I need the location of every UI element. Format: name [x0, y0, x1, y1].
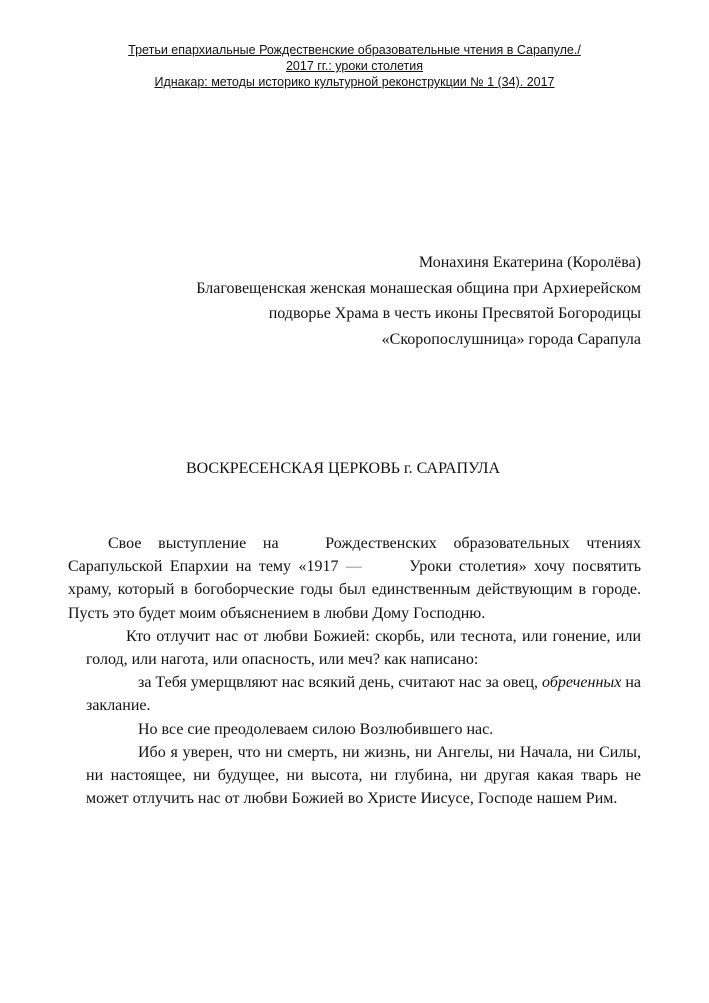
scripture-quote [68, 625, 641, 811]
article-title: ВОСКРЕСЕНСКАЯ ЦЕРКОВЬ г. САРАПУЛА [186, 460, 500, 477]
author-affiliation-line-1: Благовещенская женская монашеская община при Архиерейском [196, 279, 641, 297]
quote-paragraph-3: Но все сие преодолеваем силою Возлюбившего нас. [138, 720, 494, 738]
header-line-3: Иднакар: методы историко культурной реконструкции № 1 (34). 2017 [154, 75, 555, 89]
quote-paragraph-4: Ибо я уверен, что ни смерть, ни жизнь, ни Ангелы, ни Начала, ни Силы, ни настоящее, ни будущее, ни высота, ни глубина, ни другая какая тварь не может отлучить нас от любви Божией во Христе Иисусе, Господе нашем Рим. [86, 743, 641, 808]
header-line-2: 2017 гг.: уроки столетия [285, 59, 424, 73]
intro-text-1: Свое выступление на [108, 535, 279, 552]
header-line-1: Третьи епархиальные Рождественские образовательные чтения в Сарапуле./ [128, 43, 581, 57]
intro-text-3: Уроки столетия» хочу посвятить храму, который в богоборческие годы был единственным действующим в городе. Пусть это будет моим объяснением в любви Дому Господню. [68, 558, 642, 622]
journal-header [60, 42, 649, 90]
quote-2-text-2: на заклание. [86, 674, 642, 715]
author-affiliation-line-2: подворье Храма в честь иконы Пресвятой Богородицы [268, 305, 641, 322]
quote-2-text-1: за Тебя умерщвляют нас всякий день, считают нас за овец, [138, 674, 539, 692]
quote-paragraph-1: Кто отлучит нас от любви Божией: скорбь, или теснота, или гонение, или голод, или нагота, или опасность, или меч? как написано: [86, 627, 641, 669]
intro-text-2: Рождественских образовательных чтениях Сарапульской Епархии на тему «1917 [68, 535, 641, 576]
author-affiliation-line-3: «Скоропослушница» города Сарапула [381, 330, 641, 348]
article-body [68, 532, 641, 810]
intro-paragraph [68, 532, 641, 625]
intro-dash: — [345, 558, 362, 576]
author-name: Монахиня Екатерина (Королёва) [418, 254, 641, 271]
author-block [121, 250, 641, 352]
quote-2-emphasis: обреченных [542, 674, 622, 692]
quote-paragraph-2 [86, 671, 641, 717]
